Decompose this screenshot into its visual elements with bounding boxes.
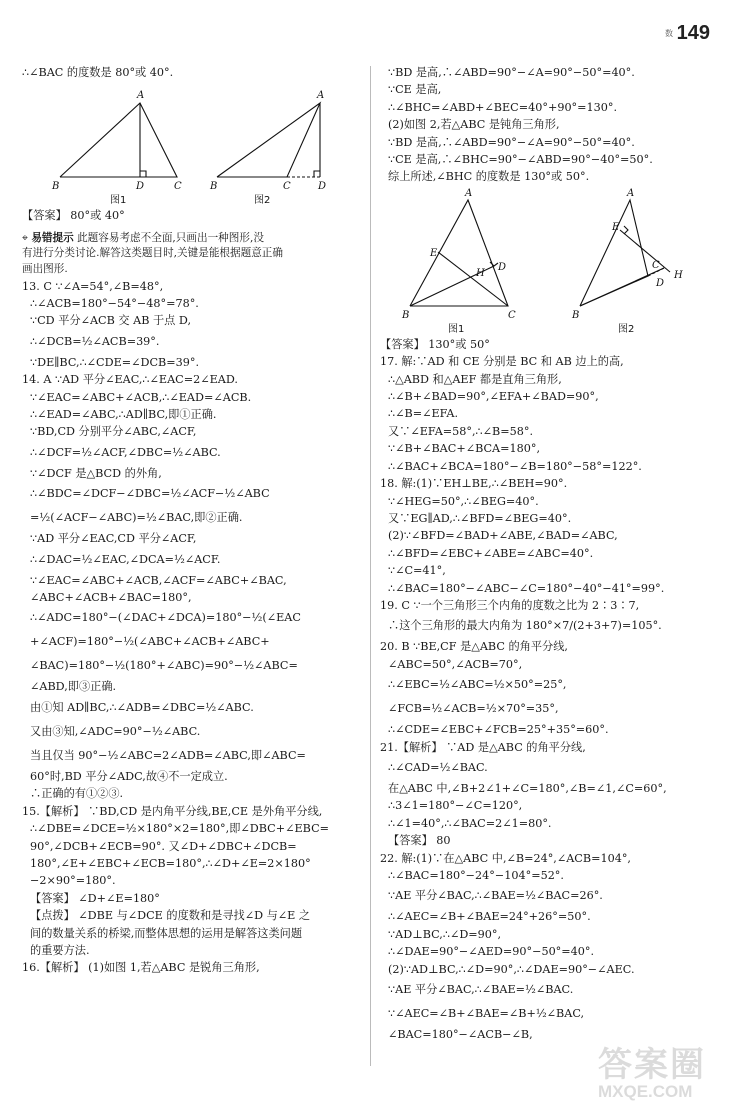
q17-line: ∴△ABD 和△AEF 都是直角三角形, — [388, 372, 562, 386]
label-C: C — [174, 181, 182, 193]
q14-line: 60°时,BD 平分∠ADC,故④不一定成立. — [30, 769, 228, 783]
label-A: A — [137, 90, 145, 102]
error-tip — [22, 231, 362, 278]
label-E: E — [612, 221, 620, 233]
q18-line: (2)∵∠BFD=∠BAD+∠ABE,∠BAD=∠ABC, — [388, 529, 618, 543]
q13-line: ∵CD 平分∠ACB 交 AB 于点 D, — [30, 314, 192, 328]
watermark-text: 答案圈 — [598, 1046, 706, 1084]
q21-answer: 【答案】 80 — [388, 834, 451, 848]
label-B: B — [210, 181, 218, 193]
q15-line: −2×90°=180°. — [30, 874, 116, 888]
text-line: ∴∠BAC 的度数是 80°或 40°. — [22, 66, 174, 79]
q17-line: ∴∠B+∠BAD=90°,∠EFA+∠BAD=90°, — [388, 390, 599, 404]
q14-line: ∵∠EAC=∠ABC+∠ACB,∠ACF=∠ABC+∠BAC, — [30, 573, 287, 587]
page-mark: 数 — [665, 29, 673, 38]
q17-line: ∵∠B+∠BAC+∠BCA=180°, — [388, 442, 541, 456]
q15-answer: 【答案】 ∠D+∠E=180° — [30, 891, 160, 905]
label-C: C — [283, 181, 291, 193]
q13-line: 13. C ∵∠A=54°,∠B=48°, — [22, 279, 164, 293]
label-B: B — [52, 181, 60, 193]
q16-line: 综上所述,∠BHC 的度数是 130°或 50°. — [388, 170, 590, 184]
label-B: B — [402, 309, 410, 321]
q15-line: ∴∠DBE=∠DCE=½×180°×2=180°,即∠DBC+∠EBC= — [30, 822, 329, 836]
q13-line: ∴∠ACB=180°−54°−48°=78°. — [30, 297, 199, 310]
q22-line: ∵∠AEC=∠B+∠BAE=∠B+½∠BAC, — [388, 1007, 585, 1021]
q15-line: 【点拨】 ∠DBE 与∠DCE 的度数和是寻找∠D 与∠E 之 — [30, 909, 311, 923]
q17-line: ∴∠B=∠EFA. — [388, 407, 459, 421]
q16-line: ∵CE 是高, — [388, 83, 442, 97]
answer-line: 【答案】 130°或 50° — [380, 337, 490, 351]
q14-line: ∠BAC)=180°−½(180°+∠ABC)=90°−½∠ABC= — [30, 659, 298, 673]
q14-line: ∴∠ADC=180°−(∠DAC+∠DCA)=180°−½(∠EAC — [30, 611, 301, 625]
q20-line: ∴∠CDE=∠EBC+∠FCB=25°+35°=60°. — [388, 723, 609, 737]
q15-line: 15.【解析】 ∵BD,CD 是内角平分线,BE,CE 是外角平分线, — [22, 804, 323, 818]
fig2-caption: 图2 — [254, 195, 271, 207]
q14-line: 由①知 AD∥BC,∴∠ADB=∠DBC=½∠ABC. — [30, 700, 254, 714]
fig2-right-angle-mark — [624, 226, 628, 234]
q14-line: ∵AD 平分∠EAC,CD 平分∠ACF, — [30, 532, 197, 546]
label-H: H — [674, 269, 683, 281]
label-A: A — [317, 90, 325, 102]
q22-line: ∴∠AEC=∠B+∠BAE=24°+26°=50°. — [388, 910, 591, 924]
answer-line: 【答案】 80°或 40° — [22, 209, 125, 223]
label-B: B — [572, 309, 580, 321]
q14-line: ∠ABD,即③正确. — [30, 680, 117, 694]
q22-line: ∵AE 平分∠BAC,∴∠BAE=½∠BAC=26°. — [388, 889, 603, 903]
fig1-caption: 图1 — [448, 323, 465, 335]
q14-line: ∴正确的有①②③. — [30, 787, 124, 801]
label-C: C — [652, 259, 660, 271]
q22-line: ∴∠BAC=180°−24°−104°=52°. — [388, 869, 564, 882]
q20-line: ∠ABC=50°,∠ACB=70°, — [388, 657, 523, 671]
left-column — [22, 64, 362, 977]
tip-line: 画出图形. — [22, 263, 68, 275]
q16-line: ∵CE 是高,∴∠BHC=90°−∠ABD=90°−40°=50°. — [388, 153, 653, 167]
watermark-url: MXQE.COM — [598, 1082, 693, 1101]
q16-line: 16.【解析】 (1)如图 1,若△ABC 是锐角三角形, — [22, 961, 260, 975]
q17-line: 17. 解:∵AD 和 CE 分别是 BC 和 AB 边上的高, — [380, 355, 624, 369]
q15-line: 的重要方法. — [30, 943, 90, 957]
label-D: D — [318, 181, 327, 193]
column-divider — [370, 66, 371, 1066]
q18-line: ∴∠BFD=∠EBC+∠ABE=∠ABC=40°. — [388, 546, 594, 560]
q19-line: ∴这个三角形的最大内角为 180°×7/(2+3+7)=105°. — [388, 619, 662, 633]
q18-line: 又∵EG∥AD,∴∠BFD=∠BEG=40°. — [388, 511, 572, 525]
fig1-triangle — [410, 200, 508, 306]
q16-line: ∵BD 是高,∴∠ABD=90°−∠A=90°−50°=40°. — [388, 135, 635, 149]
page-number: 149 — [676, 22, 710, 44]
fig2-right-angle-mark — [314, 171, 320, 177]
q21-line: ∴3∠1=180°−∠C=120°, — [388, 799, 523, 813]
fig1-right-angle-mark — [490, 262, 498, 266]
q22-line: ∴∠DAE=90°−∠AED=90°−50°=40°. — [388, 945, 595, 959]
q14-line: ∴∠EAD=∠ABC,∴AD∥BC,即①正确. — [30, 408, 217, 422]
q18-line: 18. 解:(1)∵EH⊥BE,∴∠BEH=90°. — [380, 477, 568, 491]
q14-line: 当且仅当 90°−½∠ABC=2∠ADB=∠ABC,即∠ABC= — [30, 748, 306, 762]
q15-line: 90°,∠DCB+∠ECB=90°. 又∠D+∠DBC+∠DCB= — [30, 839, 297, 853]
q21-line: ∴∠CAD=½∠BAC. — [388, 760, 488, 774]
fig1-triangle — [60, 103, 177, 177]
q14-line: ∴∠DCF=½∠ACF,∠DBC=½∠ABC. — [30, 445, 221, 459]
q22-line: ∵AE 平分∠BAC,∴∠BAE=½∠BAC. — [388, 983, 574, 997]
q16-line: ∴∠BHC=∠ABD+∠BEC=40°+90°=130°. — [388, 100, 618, 114]
q14-line: ∠ABC+∠ACB+∠BAC=180°, — [30, 591, 192, 605]
q22-line: ∵AD⊥BC,∴∠D=90°, — [388, 927, 502, 941]
q15-line: 间的数量关系的桥梁,而整体思想的运用是解答这类问题 — [30, 926, 303, 940]
q14-line: ∴∠DAC=½∠EAC,∠DCA=½∠ACF. — [30, 552, 221, 566]
q21-line: 21.【解析】 ∵AD 是△ABC 的角平分线, — [380, 740, 586, 754]
q14-line: 14. A ∵AD 平分∠EAC,∴∠EAC=2∠EAD. — [22, 373, 238, 387]
q20-line: 20. B ∵BE,CF 是△ABC 的角平分线, — [380, 640, 568, 654]
q18-line: ∴∠BAC=180°−∠ABC−∠C=180°−40°−41°=99°. — [388, 581, 665, 595]
fig2-altitude-BD — [580, 268, 664, 306]
q15-line: 180°,∠E+∠EBC+∠ECB=180°,∴∠D+∠E=2×180° — [30, 856, 311, 870]
q14-line: 又由③知,∠ADC=90°−½∠ABC. — [30, 724, 201, 738]
q14-line: ∴∠BDC=∠DCF−∠DBC=½∠ACF−½∠ABC — [30, 487, 270, 501]
q14-line: ∵∠DCF 是△BCD 的外角, — [30, 466, 162, 480]
label-A: A — [627, 187, 635, 199]
q16-line: (2)如图 2,若△ABC 是钝角三角形, — [388, 118, 560, 132]
q20-line: ∠FCB=½∠ACB=½×70°=35°, — [388, 702, 559, 716]
q13-line: ∴∠DCB=½∠ACB=39°. — [30, 334, 160, 348]
label-D: D — [498, 261, 507, 273]
label-D: D — [136, 181, 145, 193]
fig1-caption: 图1 — [110, 195, 127, 207]
q22-line: 22. 解:(1)∵在△ABC 中,∠B=24°,∠ACB=104°, — [380, 851, 631, 865]
label-H: H — [476, 267, 485, 279]
q14-line: =½(∠ACF−∠ABC)=½∠BAC,即②正确. — [30, 511, 243, 525]
fig2-triangle — [217, 103, 320, 177]
q13-line: ∵DE∥BC,∴∠CDE=∠DCB=39°. — [30, 355, 200, 369]
q22-line: ∠BAC=180°−∠ACB−∠B, — [388, 1028, 533, 1042]
q16-line: ∵BD 是高,∴∠ABD=90°−∠A=90°−50°=40°. — [388, 66, 635, 79]
q22-line: (2)∵AD⊥BC,∴∠D=90°,∴∠DAE=90°−∠AEC. — [388, 962, 635, 976]
watermark-logo — [598, 1037, 738, 1101]
q21-line: ∴∠1=40°,∴∠BAC=2∠1=80°. — [388, 816, 552, 830]
label-D: D — [656, 277, 665, 289]
q14-line: ∵BD,CD 分别平分∠ABC,∠ACF, — [30, 425, 197, 439]
q14-line: ∵∠EAC=∠ABC+∠ACB,∴∠EAD=∠ACB. — [30, 390, 252, 404]
tip-line: 此题容易考虑不全面,只画出一种图形,没 — [77, 231, 264, 244]
q21-line: 在△ABC 中,∠B+2∠1+∠C=180°,∠B=∠1,∠C=60°, — [388, 781, 667, 795]
q20-line: ∴∠EBC=½∠ABC=½×50°=25°, — [388, 678, 567, 692]
fig2-caption: 图2 — [618, 323, 635, 335]
right-column — [380, 64, 710, 1043]
q18-line: ∵∠C=41°, — [388, 564, 446, 578]
q17-line: ∴∠BAC+∠BCA=180°−∠B=180°−58°=122°. — [388, 459, 642, 473]
q17-line: 又∵∠EFA=58°,∴∠B=58°. — [388, 424, 534, 438]
q19-line: 19. C ∵一个三角形三个内角的度数之比为 2∶3∶7, — [380, 598, 640, 612]
tip-title: 易错提示 — [31, 231, 74, 244]
tip-line: 有进行分类讨论.解答这类题目时,关键是能根据题意正确 — [22, 247, 283, 260]
q18-line: ∵∠HEG=50°,∴∠BEG=40°. — [388, 494, 539, 508]
label-A: A — [465, 187, 473, 199]
label-C: C — [508, 309, 516, 321]
triangle-figures-q12 — [22, 81, 352, 207]
fig1-right-angle-mark — [140, 171, 146, 177]
pin-icon: ⌖ — [22, 231, 28, 244]
label-E: E — [430, 247, 438, 259]
q14-line: +∠ACF)=180°−½(∠ABC+∠ACB+∠ABC+ — [30, 635, 270, 649]
triangle-figures-q16 — [380, 186, 710, 336]
